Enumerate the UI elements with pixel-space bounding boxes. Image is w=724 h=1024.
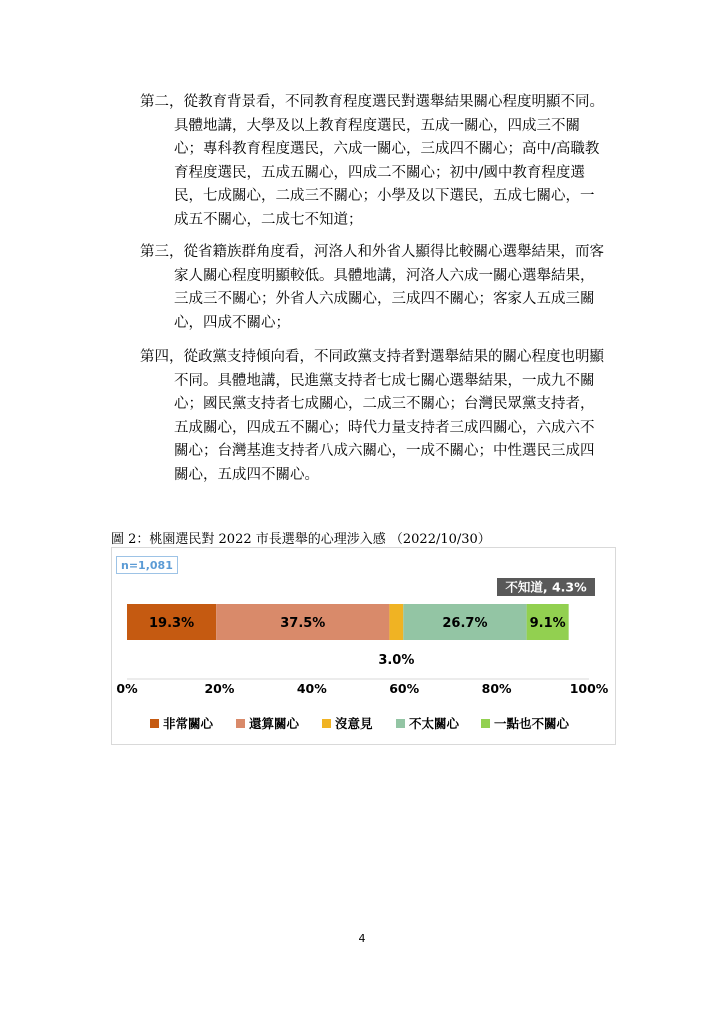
data-label: 37.5% xyxy=(280,616,326,631)
x-tick-label: 100% xyxy=(569,681,609,696)
page-number: 4 xyxy=(358,932,366,945)
x-tick-label: 0% xyxy=(116,681,138,696)
x-tick-label: 60% xyxy=(389,681,420,696)
x-tick-label: 80% xyxy=(481,681,512,696)
text-line: 心；專科教育程度選民，六成一關心，三成四不關心；高中/高職教 xyxy=(174,141,600,157)
x-tick-label: 20% xyxy=(204,681,235,696)
legend-label: 一點也不關心 xyxy=(494,716,570,731)
text-line: 三成三不關心；外省人六成關心，三成四不關心；客家人五成三關 xyxy=(174,291,595,307)
text-line: 第四，從政黨支持傾向看，不同政黨支持者對選舉結果的關心程度也明顯 xyxy=(140,349,604,365)
text-line: 第三，從省籍族群角度看，河洛人和外省人顯得比較關心選舉結果，而客 xyxy=(140,244,604,260)
text-line: 家人關心程度明顯較低。具體地講，河洛人六成一關心選舉結果， xyxy=(174,267,595,284)
sample-size-badge: n=1,081 xyxy=(116,556,178,574)
legend-label: 沒意見 xyxy=(335,716,373,731)
text-line: 民，七成關心，二成三不關心；小學及以下選民，五成七關心，一 xyxy=(174,188,595,204)
legend-swatch xyxy=(322,719,331,728)
text-line: 育程度選民，五成五關心，四成二不關心；初中/國中教育程度選 xyxy=(174,164,585,181)
legend-swatch xyxy=(236,719,245,728)
figure-caption: 圖 2：桃園選民對 2022 市長選舉的心理涉入感 （2022/10/30） xyxy=(111,532,491,547)
text-line: 成五不關心，二成七不知道； xyxy=(174,211,363,228)
text-line: 心，四成不關心； xyxy=(174,314,290,331)
legend-swatch xyxy=(150,719,159,728)
data-label: 26.7% xyxy=(442,616,488,631)
bar-segment-3 xyxy=(389,604,403,640)
text-line: 具體地講，大學及以上教育程度選民，五成一關心，四成三不關 xyxy=(174,117,580,134)
data-label: 19.3% xyxy=(149,616,195,631)
text-line: 關心，五成四不關心。 xyxy=(174,466,319,483)
text-line: 不同。具體地講，民進黨支持者七成七關心選舉結果，一成九不關 xyxy=(174,372,595,389)
legend-label: 不太關心 xyxy=(409,716,460,731)
data-label: 3.0% xyxy=(378,653,415,668)
legend-label: 非常關心 xyxy=(163,716,214,731)
text-line: 心；國民黨支持者七成關心，二成三不關心；台灣民眾黨支持者， xyxy=(174,396,595,412)
text-line: 關心；台灣基進支持者八成六關心，一成不關心；中性選民三成四 xyxy=(174,443,595,459)
data-label: 9.1% xyxy=(529,616,566,631)
legend-swatch xyxy=(396,719,405,728)
data-label: 不知道, 4.3% xyxy=(505,579,587,595)
legend-label: 還算關心 xyxy=(249,716,300,731)
legend-swatch xyxy=(481,719,490,728)
x-tick-label: 40% xyxy=(296,681,327,696)
text-line: 五成關心，四成五不關心；時代力量支持者三成四關心，六成六不 xyxy=(174,419,595,436)
text-line: 第二，從教育背景看，不同教育程度選民對選舉結果關心程度明顯不同。 xyxy=(140,94,604,110)
